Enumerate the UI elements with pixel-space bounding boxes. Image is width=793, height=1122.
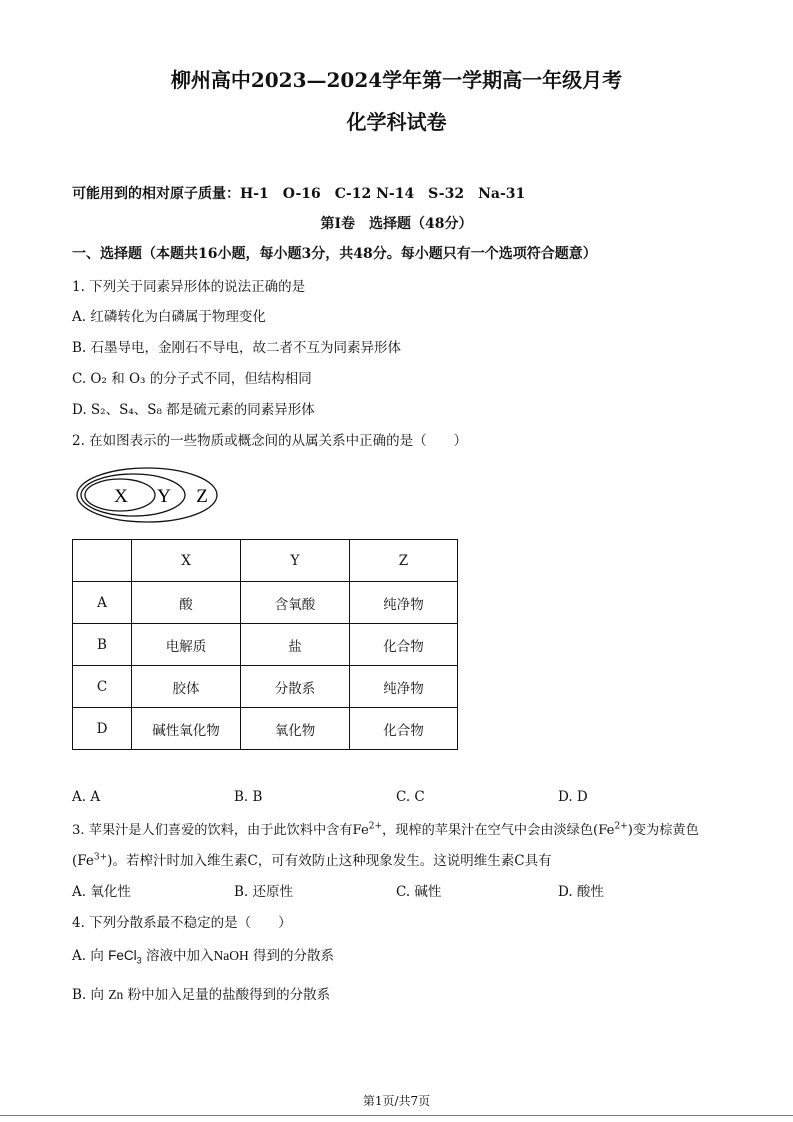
q3-text: )。若榨汁时加入维生素C，可有效防止这种现象发生。这说明维生素C具有 xyxy=(107,853,552,869)
q1-option-c: C. O₂ 和 O₃ 的分子式不同，但结构相同 xyxy=(72,371,312,387)
table-cell: 含氧酸 xyxy=(241,582,350,624)
table-cell: 电解质 xyxy=(132,624,241,666)
q2-option-c: C. C xyxy=(396,789,425,805)
q1-stem: 1. 下列关于同素异形体的说法正确的是 xyxy=(72,279,306,295)
diagram-label-y: Y xyxy=(157,486,171,507)
q2-options-table xyxy=(72,539,458,750)
q2-option-a: A. A xyxy=(72,789,101,805)
table-row xyxy=(73,624,458,666)
q3-stem-line2 xyxy=(72,849,552,869)
q3-text: (Fe xyxy=(72,853,94,869)
table-cell: 化合物 xyxy=(350,708,458,750)
table-cell: 纯净物 xyxy=(350,666,458,708)
nested-ellipse-diagram xyxy=(74,466,224,526)
formula-fecl3 xyxy=(108,948,142,966)
table-cell: C xyxy=(73,666,132,708)
table-cell: 盐 xyxy=(241,624,350,666)
table-cell: 分散系 xyxy=(241,666,350,708)
q2-stem: 2. 在如图表示的一些物质或概念间的从属关系中正确的是（ ） xyxy=(72,433,468,449)
q3-text: 3. 苹果汁是人们喜爱的饮料，由于此饮料中含有Fe xyxy=(72,823,369,838)
table-header-row xyxy=(73,540,458,582)
diagram-label-z: Z xyxy=(196,486,208,507)
q3-option-d: D. 酸性 xyxy=(558,884,604,900)
table-row xyxy=(73,666,458,708)
q1-option-a: A. 红磷转化为白磷属于物理变化 xyxy=(72,309,266,325)
q1-option-d: D. S₂、S₄、S₈ 都是硫元素的同素异形体 xyxy=(72,402,315,418)
formula-naoh: NaOH xyxy=(213,948,249,963)
q3-stem-line1 xyxy=(72,819,699,838)
q3-charge: 3+ xyxy=(93,852,108,863)
atomic-masses: 可能用到的相对原子质量：H-1 O-16 C-12 N-14 S-32 Na-31 xyxy=(72,186,526,202)
exam-title: 柳州高中2023—2024学年第一学期高一年级月考 xyxy=(170,68,623,92)
part-title: 一、选择题（本题共16小题，每小题3分，共48分。每小题只有一个选项符合题意） xyxy=(72,246,597,262)
q3-charge: 2+ xyxy=(614,821,628,832)
q4-stem: 4. 下列分散系最不稳定的是（ ） xyxy=(72,915,292,931)
q3-option-b: B. 还原性 xyxy=(234,884,294,900)
table-cell: 碱性氧化物 xyxy=(132,708,241,750)
table-cell: 纯净物 xyxy=(350,582,458,624)
q4-text: 得到的分散系 xyxy=(253,948,335,964)
q3-text: )变为棕黄色 xyxy=(627,823,699,838)
q3-text: ，现榨的苹果汁在空气中会由淡绿色(Fe xyxy=(382,823,615,838)
table-cell: 酸 xyxy=(132,582,241,624)
diagram-label-x: X xyxy=(114,486,128,507)
q4-text: A. 向 xyxy=(72,948,104,964)
table-cell: 化合物 xyxy=(350,624,458,666)
q4-text: B. 向 xyxy=(72,987,105,1003)
formula-zn: Zn xyxy=(108,987,124,1002)
table-row xyxy=(73,582,458,624)
table-cell: 氧化物 xyxy=(241,708,350,750)
table-cell: D xyxy=(73,708,132,750)
section-title: 第Ⅰ卷 选择题（48分） xyxy=(320,216,473,232)
table-cell xyxy=(73,540,132,582)
formula-subscript: 3 xyxy=(136,955,142,966)
q4-text: 溶液中加入 xyxy=(145,948,214,964)
table-cell: A xyxy=(73,582,132,624)
table-header-z: Z xyxy=(350,540,458,582)
table-cell: 胶体 xyxy=(132,666,241,708)
q3-option-c: C. 碱性 xyxy=(396,884,442,900)
q2-option-d: D. D xyxy=(558,789,588,805)
q3-option-a: A. 氧化性 xyxy=(72,884,131,900)
exam-subtitle: 化学科试卷 xyxy=(346,110,447,134)
q4-text: 粉中加入足量的盐酸得到的分散系 xyxy=(127,987,331,1003)
table-header-x: X xyxy=(132,540,241,582)
q4-option-b xyxy=(72,983,330,1003)
table-row xyxy=(73,708,458,750)
q1-option-b: B. 石墨导电，金刚石不导电，故二者不互为同素异形体 xyxy=(72,340,402,356)
q2-option-b: B. B xyxy=(234,789,263,805)
page-number: 第1页/共7页 xyxy=(362,1094,431,1108)
q3-charge: 2+ xyxy=(368,821,383,832)
table-cell: B xyxy=(73,624,132,666)
formula-text: FeCl xyxy=(108,948,137,963)
table-header-y: Y xyxy=(241,540,350,582)
bottom-divider xyxy=(0,1115,793,1116)
q4-option-a xyxy=(72,944,334,966)
